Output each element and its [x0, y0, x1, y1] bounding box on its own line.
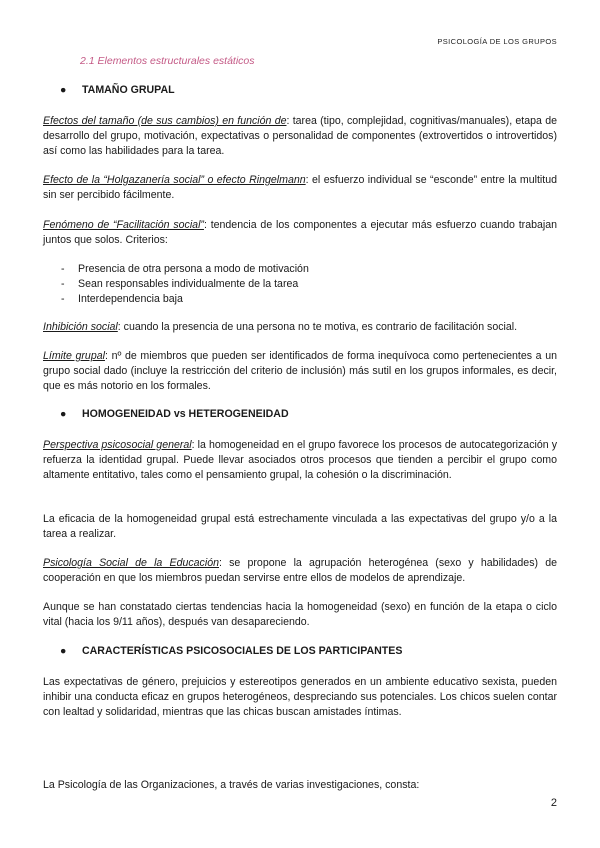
- criteria-list: [43, 262, 557, 307]
- term: Efecto de la “Holgazanería social” o efecto Ringelmann: [43, 174, 306, 186]
- heading-caracteristicas: ● CARACTERÍSTICAS PSICOSOCIALES DE LOS PARTICIPANTES: [60, 645, 403, 657]
- term: Perspectiva psicosocial general: [43, 439, 192, 451]
- paragraph-efectos-tamano: Efectos del tamaño (de sus cambios) en función de: tarea (tipo, complejidad, cognitivas/manuales), etapa de desarrollo del grupo, motivación, expectativas o personalidad de componentes (extrovertidos o introvertidos) así como las habilidades para la tarea.: [43, 115, 557, 157]
- term: Efectos del tamaño (de sus cambios) en función de: [43, 115, 287, 127]
- paragraph-perspectiva: Perspectiva psicosocial general: la homogeneidad en el grupo favorece los procesos de autocategorización y refuerza la identidad grupal. Puede llevar asociados otros procesos que tienden a percibir el grupo como altamente entitativo, tales como el pensamiento grupal, la cohesión o la discriminación.: [43, 439, 557, 481]
- list-item: - Sean responsables individualmente de la tarea: [43, 277, 557, 292]
- section-title: 2.1 Elementos estructurales estáticos: [80, 55, 255, 67]
- running-header: PSICOLOGÍA DE LOS GRUPOS: [437, 37, 557, 46]
- paragraph-inhibicion: Inhibición social: cuando la presencia de una persona no te motiva, es contrario de facilitación social.: [43, 321, 518, 333]
- paragraph-holgazaneria: Efecto de la “Holgazanería social” o efecto Ringelmann: el esfuerzo individual se “esconde” entre la multitud sin ser percibido fácilmente.: [43, 174, 557, 201]
- paragraph-educacion: Psicología Social de la Educación: se propone la agrupación heterogénea (sexo y habilidades) de cooperación en que los miembros puedan servirse entre ellos de modelos de aprendizaje.: [43, 557, 557, 584]
- term: Límite grupal: [43, 350, 105, 362]
- bullet-icon: ●: [60, 645, 67, 657]
- paragraph-organizaciones: La Psicología de las Organizaciones, a través de varias investigaciones, consta:: [43, 779, 420, 791]
- list-item: - Presencia de otra persona a modo de motivación: [43, 262, 557, 277]
- heading-homogeneidad: ● HOMOGENEIDAD vs HETEROGENEIDAD: [60, 408, 289, 420]
- paragraph-expectativas: Las expectativas de género, prejuicios y estereotipos generados en un ambiente educativo sexista, pueden inhibir una conducta eficaz en grupos heterogéneos, despreciando sus potenciales. Los chicos suelen contar con lealtad y solidaridad, mientras que las chicas buscan amistades íntimas.: [43, 676, 557, 718]
- paragraph-facilitacion: Fenómeno de “Facilitación social”: tendencia de los componentes a ejecutar más esfuerzo cuando trabajan juntos que solos. Criterios:: [43, 219, 558, 246]
- page-number: 2: [550, 797, 557, 809]
- term: Psicología Social de la Educación: [43, 557, 219, 569]
- term: Inhibición social: [43, 321, 118, 333]
- heading-tamano: ● TAMAÑO GRUPAL: [60, 84, 175, 96]
- bullet-icon: ●: [60, 408, 67, 420]
- paragraph-limite: Límite grupal: nº de miembros que pueden ser identificados de forma inequívoca como pertenecientes a un grupo social dado (incluye la restricción del criterio de inclusión) más sutil en los grupos informales, es decir, que es más notorio en los formales.: [43, 350, 557, 392]
- paragraph-eficacia: La eficacia de la homogeneidad grupal está estrechamente vinculada a las expectativas del grupo y/o a la tarea a realizar.: [43, 513, 557, 540]
- list-item: - Interdependencia baja: [43, 292, 557, 307]
- bullet-icon: ●: [60, 84, 67, 96]
- paragraph-tendencias: Aunque se han constatado ciertas tendencias hacia la homogeneidad (sexo) en función de la etapa o ciclo vital (hacia los 9/11 años), después van desapareciendo.: [43, 601, 557, 628]
- term: Fenómeno de “Facilitación social”: [43, 219, 204, 231]
